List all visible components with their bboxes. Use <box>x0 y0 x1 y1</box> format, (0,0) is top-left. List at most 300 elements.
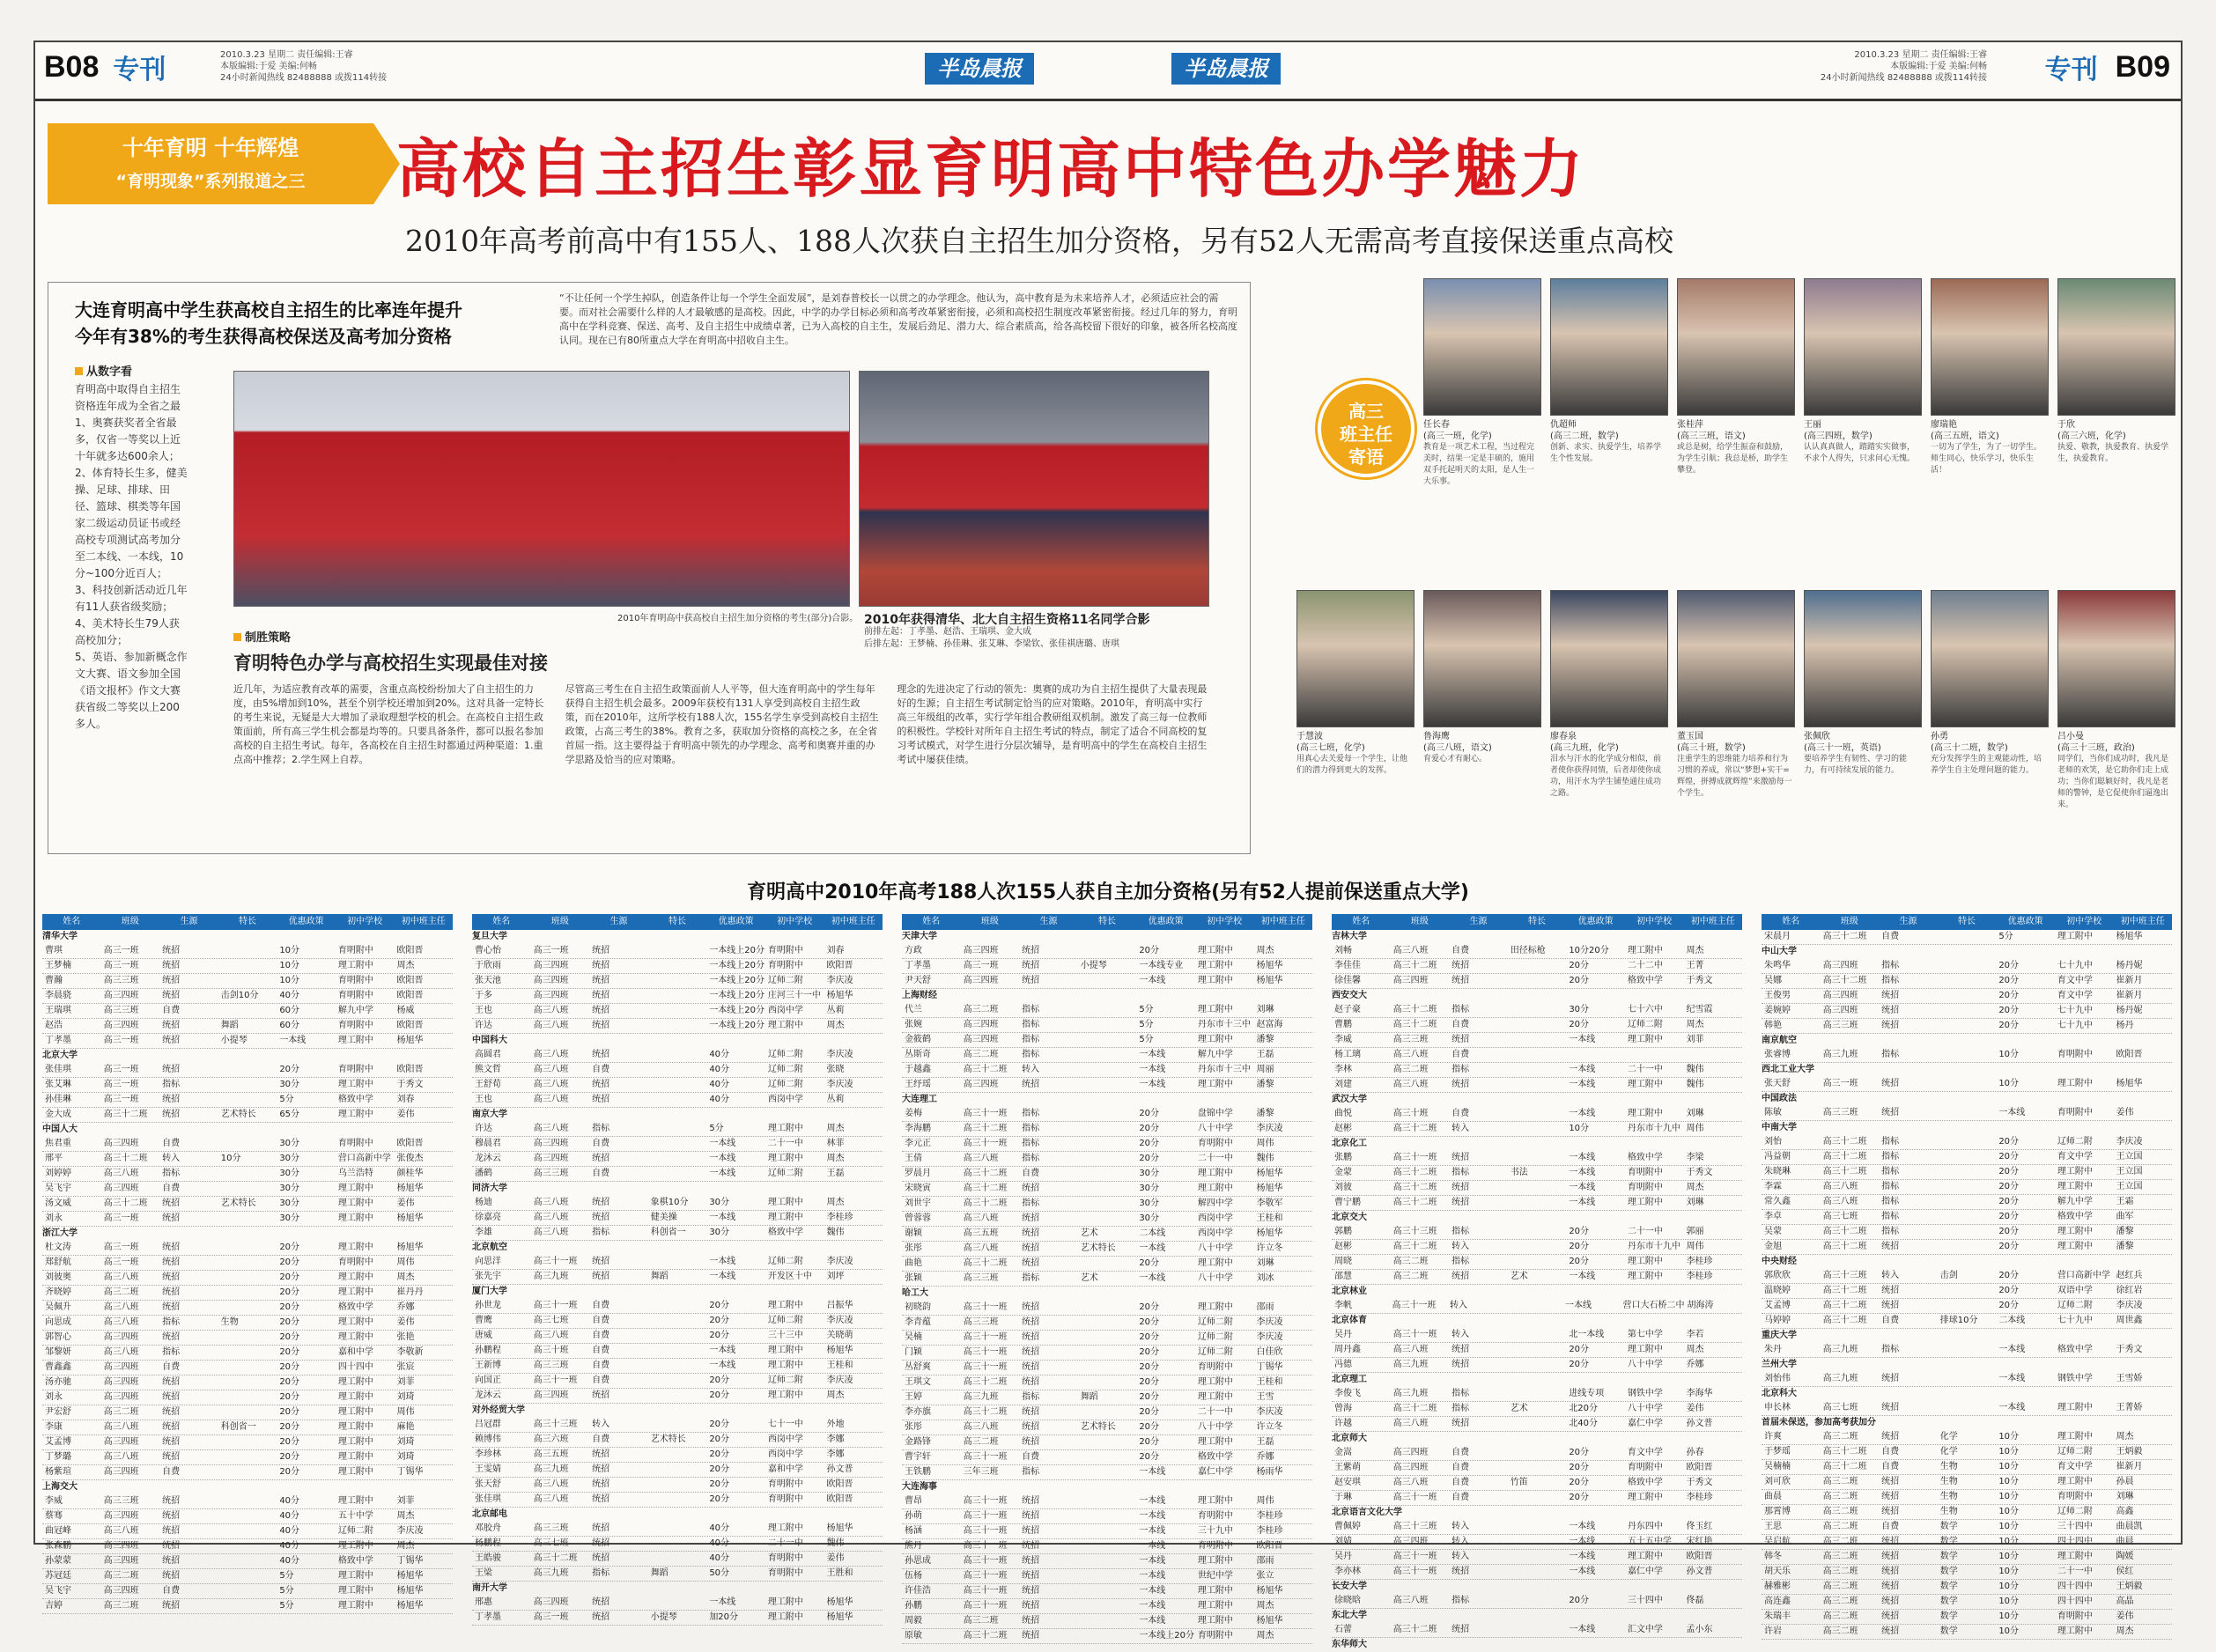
table-cell: 理工附中 <box>767 1154 803 1163</box>
table-cell: 高三一班 <box>103 1036 139 1045</box>
table-cell <box>1078 1361 1137 1375</box>
table-cell: 自费 <box>592 1434 610 1444</box>
table-cell <box>1078 1316 1137 1330</box>
table-cell: 高三八班 <box>533 1228 569 1237</box>
table-row <box>42 1197 453 1212</box>
edition-meta-left <box>220 49 387 84</box>
table-cell: 30分 <box>279 1184 300 1193</box>
teacher-quote: 用真心去关爱每一个学生，让他们的潜力得到更大的发挥。 <box>1296 755 1408 775</box>
table-cell: 20分 <box>279 1065 300 1074</box>
table-cell: 高三四班 <box>963 946 999 955</box>
table-cell: 育明附中 <box>337 976 373 985</box>
table-cell: 孙鹏 <box>905 1601 922 1611</box>
table-cell: 郭丽 <box>1686 1227 1704 1236</box>
table-cell <box>218 1137 277 1151</box>
table-cell: 北一本线 <box>1569 1330 1605 1339</box>
table-cell: 格致中学 <box>1627 1478 1663 1487</box>
table-row <box>902 1048 1312 1063</box>
table-cell: 张俊杰 <box>396 1154 424 1163</box>
table-cell: 统招 <box>162 1377 181 1387</box>
table-cell: 钢铁中学 <box>1627 1389 1663 1398</box>
table-row <box>1762 1299 2172 1314</box>
table-cell: 20分 <box>1998 1286 2020 1295</box>
table-row <box>1332 1535 1742 1550</box>
table-cell: 于越鑫 <box>905 1065 931 1074</box>
table-cell: 张森鹏 <box>45 1541 71 1551</box>
table-cell <box>648 1167 707 1181</box>
table-cell: 数学 <box>1939 1522 1958 1531</box>
table-cell: 舞蹈 <box>650 1568 668 1578</box>
table-cell: 20分 <box>1998 991 2020 1000</box>
table-cell: 一本线 <box>1569 1272 1596 1281</box>
table-cell: 20分 <box>709 1494 730 1504</box>
table-cell: 李敬新 <box>396 1347 424 1357</box>
table-cell: 高三八班 <box>1822 1182 1858 1191</box>
meta-line: 2010.3.23 星期二 责任编辑:王睿 <box>220 50 353 60</box>
table-cell: 一本线上20分 <box>709 961 765 970</box>
table-cell: 张彤 <box>905 1243 922 1253</box>
table-cell: 乔娜 <box>1686 1360 1704 1369</box>
table-cell: 统招 <box>1451 1272 1470 1281</box>
table-cell: 统招 <box>1881 1477 1900 1486</box>
table-row <box>902 1152 1312 1167</box>
table-cell: 格致中学 <box>767 1228 803 1237</box>
table-cell: 周伟 <box>1686 1124 1704 1133</box>
table-cell: 自费 <box>592 1065 610 1074</box>
table-row <box>1762 974 2172 989</box>
table-cell: 理工附中 <box>337 1332 373 1342</box>
table-cell: 20分 <box>279 1407 300 1417</box>
table-row <box>1332 1358 1742 1373</box>
table-cell: 统招 <box>162 1556 181 1566</box>
table-cell: 赵浩 <box>45 1021 63 1030</box>
table-cell: 一本线上20分 <box>709 1006 765 1015</box>
square-bullet-icon <box>75 367 83 375</box>
table-row <box>1762 1505 2172 1520</box>
table-cell: 指标 <box>1022 1005 1040 1014</box>
table-cell: 统招 <box>1881 1079 1900 1088</box>
masthead-logo-left: 半岛晨报 <box>925 53 1034 85</box>
table-cell: 三十三中 <box>767 1331 803 1340</box>
table-cell <box>1078 944 1137 958</box>
table-row <box>1332 1594 1742 1609</box>
table-cell: 小提琴 <box>650 1612 677 1622</box>
table-cell <box>648 1418 707 1432</box>
table-cell: 艺术 <box>1510 1404 1528 1413</box>
table-cell: 高三一班 <box>1822 1079 1858 1088</box>
table-cell: 自费 <box>162 1467 181 1477</box>
table-cell: 张婉 <box>905 1020 922 1029</box>
table-cell: 李庆凌 <box>826 1257 853 1266</box>
table-cell: 高圆君 <box>475 1050 501 1059</box>
table-cell: 杨迪 <box>475 1198 492 1207</box>
table-cell: 高三三班 <box>1822 1021 1858 1030</box>
table-row <box>42 1241 453 1256</box>
table-cell: 生物 <box>1939 1477 1958 1486</box>
teacher-name: 张佩欣 (高三十一班，英语) <box>1804 732 1881 753</box>
table-cell <box>1625 1048 1684 1062</box>
table-cell: 那霄博 <box>1764 1507 1791 1516</box>
table-cell: 舞蹈 <box>220 1021 239 1030</box>
table-cell: 统招 <box>592 1597 610 1607</box>
table-cell: 指标 <box>1881 1137 1900 1147</box>
table-header-cell: 班级 <box>550 917 569 926</box>
table-cell: 统招 <box>1022 946 1040 955</box>
teacher-card <box>1677 590 1795 800</box>
table-cell: 王炳毅 <box>2116 1582 2143 1591</box>
table-cell <box>1078 1509 1137 1523</box>
table-row <box>1762 1135 2172 1150</box>
table-header-cell: 班级 <box>1410 917 1429 926</box>
table-cell <box>218 1167 277 1181</box>
table-row <box>902 1063 1312 1078</box>
table-cell: 高三十二班 <box>103 1198 148 1208</box>
table-cell <box>1078 1554 1137 1568</box>
table-cell: 许爽 <box>1764 1432 1782 1442</box>
table-cell <box>1938 1372 1997 1386</box>
table-cell: 赵彬 <box>1334 1124 1352 1133</box>
table-row <box>472 989 883 1004</box>
table-cell: 七十九中 <box>2057 1006 2093 1015</box>
table-row <box>472 1226 883 1241</box>
table-row <box>1762 1460 2172 1475</box>
table-row <box>1332 1240 1742 1255</box>
table-cell: 开发区十中 <box>767 1272 812 1281</box>
table-cell: 高三二班 <box>1822 1626 1858 1636</box>
table-cell: 统招 <box>162 1257 181 1267</box>
table-cell <box>648 1152 707 1166</box>
table-cell: 理工附中 <box>1627 1345 1663 1354</box>
table-cell: 20分 <box>709 1331 730 1340</box>
teacher-quote: 泪水与汗水的化学成分相似，前者使你获得同情，后者却使你成功，用汗水为学生铺垫通往成功之路。 <box>1550 755 1662 798</box>
table-cell: 转入 <box>1451 1537 1470 1546</box>
table-cell: 统招 <box>1022 1184 1040 1193</box>
table-cell: 高三二班 <box>103 1601 139 1611</box>
table-row <box>472 1122 883 1137</box>
table-row <box>1762 1106 2172 1121</box>
table-cell: 高三一班 <box>103 1243 139 1252</box>
table-cell: 统招 <box>1022 1347 1040 1357</box>
table-cell: 理工附中 <box>337 961 373 970</box>
table-cell: 向思成 <box>45 1317 71 1327</box>
table-cell: 曲军 <box>2116 1212 2134 1221</box>
table-cell: 高三四班 <box>103 1021 139 1030</box>
table-cell: 高三二班 <box>103 1287 139 1297</box>
table-cell: 20分 <box>279 1287 300 1297</box>
table-cell: 20分 <box>1998 961 2020 970</box>
table-cell: 高三十二班 <box>1392 1242 1437 1251</box>
table-row <box>1762 1550 2172 1565</box>
table-cell: 欧阳晋 <box>1686 1463 1713 1472</box>
table-header-cell: 特长 <box>668 917 687 926</box>
table-cell: 统招 <box>1022 1526 1040 1536</box>
table-cell <box>1938 1048 1997 1062</box>
table-cell: 赖博伟 <box>475 1434 501 1444</box>
table-cell: 高三三班 <box>533 1169 569 1178</box>
table-cell: 一本线 <box>709 1346 736 1355</box>
table-cell: 欧阳晋 <box>396 1139 424 1148</box>
table-cell: 四十四中 <box>337 1362 373 1372</box>
table-cell: 李桂珍 <box>1256 1526 1283 1536</box>
university-heading: 同济大学 <box>472 1184 507 1193</box>
table-cell: 高三八班 <box>1392 1050 1429 1059</box>
table-cell: 苏冠廷 <box>45 1571 71 1581</box>
table-cell <box>1938 974 1997 988</box>
table-row <box>902 1197 1312 1212</box>
table-cell: 丛莉 <box>826 1095 845 1104</box>
table-cell: 孙蒙蒙 <box>45 1556 71 1566</box>
table-cell: 王雯婧 <box>475 1464 501 1474</box>
table-cell <box>648 974 707 988</box>
table-cell: 一本线 <box>1569 1522 1596 1531</box>
teacher-photo <box>1677 278 1795 416</box>
table-cell: 高三十二班 <box>1392 961 1437 970</box>
table-cell: 高三八班 <box>533 1124 569 1133</box>
table-cell: 李霖 <box>1764 1182 1782 1191</box>
table-cell: 20分 <box>279 1452 300 1462</box>
table-cell: 高三八班 <box>103 1452 139 1462</box>
table-cell: 象棋10分 <box>650 1198 689 1207</box>
table-cell: 辽师二附 <box>767 1375 803 1385</box>
table-row <box>1332 1565 1742 1580</box>
table-cell: 20分 <box>1569 1463 1590 1472</box>
table-cell: 徐嘉亮 <box>475 1213 501 1222</box>
table-cell <box>218 944 277 958</box>
table-cell: 冯益朝 <box>1764 1152 1791 1162</box>
table-cell: 指标 <box>1881 1212 1900 1221</box>
table-cell: 王炳毅 <box>2116 1447 2143 1457</box>
table-cell: 理工附中 <box>337 1110 373 1119</box>
table-row <box>1762 1490 2172 1505</box>
teacher-quote: 注重学生的思维能力培养和行为习惯的养成，常以“梦想+实干=辉煌，拼搏成就辉煌”来激励每一个学生。 <box>1677 755 1792 798</box>
table-cell: 统招 <box>1022 1377 1040 1387</box>
table-cell: 高三十二班 <box>1822 932 1867 941</box>
table-cell: 5分 <box>1139 1020 1154 1029</box>
table-row <box>902 974 1312 989</box>
table-cell: 北40分 <box>1569 1419 1599 1428</box>
table-cell: 20分 <box>1139 1332 1160 1342</box>
table-cell: 杨旭华 <box>2116 932 2143 941</box>
table-cell: 理工附中 <box>2057 1403 2093 1412</box>
table-cell: 魏伟 <box>826 1538 845 1548</box>
table-cell: 纪雪霞 <box>1686 1005 1713 1014</box>
table-cell: 高三十二班 <box>1822 1462 1867 1471</box>
table-cell: 高三二班 <box>1822 1507 1858 1516</box>
table-cell: 指标 <box>1881 1050 1900 1059</box>
table-cell: 高三八班 <box>1392 1345 1429 1354</box>
table-cell: 孟小东 <box>1686 1625 1713 1634</box>
table-cell: 一本线 <box>1139 1080 1166 1089</box>
table-cell: 格致中学 <box>337 1302 373 1312</box>
table-cell: 金路锋 <box>905 1437 931 1447</box>
table-row <box>472 1093 883 1108</box>
table-cell: 育明附中 <box>767 1553 803 1563</box>
table-cell: 高三十一班 <box>1392 1301 1437 1310</box>
table-cell: 刘琳 <box>1256 1258 1274 1268</box>
teacher-card <box>1550 278 1668 488</box>
table-cell <box>1508 1461 1567 1475</box>
table-cell: 解九中学 <box>2057 1197 2093 1206</box>
table-row <box>1762 1004 2172 1019</box>
table-cell: 统招 <box>162 1422 181 1432</box>
table-cell <box>648 1314 707 1328</box>
table-cell: 统招 <box>1022 1332 1040 1342</box>
table-cell <box>648 1344 707 1358</box>
table-cell: 刘可欣 <box>1764 1477 1791 1486</box>
table-cell <box>1505 1299 1563 1313</box>
table-cell: 高三八班 <box>963 1154 999 1163</box>
table-cell: 生物 <box>1939 1492 1958 1501</box>
table-cell: 曹宁鹏 <box>1334 1198 1361 1207</box>
story-column-1: 近几年，为适应教育改革的需要，含重点高校纷纷加大了自主招生的力度，由5%增加到10%，甚至个别学校还增加到20%。这对具备一定特长的考生来说，无疑是大大增加了录取理想学校的机会。在高校自主招生政策面前，所有高三学生机会都是均等的。只要具备条件，都可以报名参加高校的自主招生考试。每年，各高校在自主招生时都通过两种渠道：1.重点高中推荐；2.学生网上自荐。 <box>233 683 544 765</box>
table-cell: 20分 <box>1998 1197 2020 1206</box>
table-cell: 王雪娇 <box>2116 1374 2143 1383</box>
university-heading: 中国政法 <box>1762 1094 1797 1103</box>
table-header-cell: 特长 <box>1098 917 1117 926</box>
table-cell: 指标 <box>162 1347 181 1357</box>
university-heading: 北京林业 <box>1332 1287 1367 1296</box>
table-cell: 胡海涛 <box>1687 1301 1714 1310</box>
table-cell: 高三十二班 <box>1822 1242 1867 1251</box>
table-cell: 于多 <box>475 991 492 1000</box>
table-cell: 统招 <box>162 976 181 985</box>
table-cell: 西岗中学 <box>767 1449 803 1459</box>
table-cell: 自费 <box>1881 1316 1900 1325</box>
table-row <box>1332 944 1742 959</box>
table-cell: 高三四班 <box>103 1511 139 1521</box>
table-cell <box>1508 1107 1567 1121</box>
masthead-logo-right: 半岛晨报 <box>1171 53 1281 85</box>
table-cell: 统招 <box>592 1006 610 1015</box>
table-cell: 韩冬 <box>1764 1552 1782 1561</box>
table-cell <box>218 1465 277 1479</box>
table-cell: 20分 <box>1139 1302 1160 1312</box>
table-cell: 刘琦 <box>396 1452 415 1462</box>
table-cell: 击剑10分 <box>220 991 259 1000</box>
table-cell: 自费 <box>1881 1447 1900 1457</box>
table-cell: 统招 <box>1881 1301 1900 1310</box>
teacher-photo <box>1931 590 2049 727</box>
table-cell: 高三四班 <box>103 1184 139 1193</box>
table-cell: 育明附中 <box>767 1479 803 1489</box>
story-intro: “不让任何一个学生掉队，创造条件让每一个学生全面发展”，是刘春普校长一以贯之的办学理念。他认为，高中教育是为未来培养人才，必须适应社会的需要。而对社会需要什么样的人才最敏感的是高校。因此，中学的办学目标必须和高考改革紧密衔接，必须和高校招生制度改革紧密衔接。经过几年的努力，育明高中在学科竞赛、保送、高考、及自主招生中成绩卓著，已为入高校的自主生，发展后劲足、潜力大、综合素质高，给各高校留下很好的印象，被各所名校高度认同。现在已有80所重点大学在育明高中招收自主生。 <box>559 292 1237 346</box>
table-cell: 辽师二附 <box>767 1080 803 1089</box>
teacher-photo <box>2057 278 2175 416</box>
table-cell: 理工附中 <box>1197 1302 1233 1312</box>
table-cell: 指标 <box>1022 1139 1040 1148</box>
table-cell: 徐红岩 <box>2116 1286 2143 1295</box>
table-cell: 统招 <box>1881 1582 1900 1591</box>
table-cell: 统招 <box>1881 1108 1900 1117</box>
table-cell: 许越 <box>1334 1419 1352 1428</box>
table-cell <box>1938 959 1997 973</box>
table-cell <box>648 1478 707 1492</box>
table-cell: 辽师二附 <box>767 1316 803 1325</box>
table-cell: 指标 <box>1022 1050 1040 1059</box>
table-row <box>472 1063 883 1078</box>
table-row <box>1332 1048 1742 1063</box>
table-cell <box>218 1390 277 1405</box>
table-cell: 30分 <box>279 1198 300 1208</box>
table-cell: 一本线 <box>279 1036 307 1045</box>
table-cell <box>1508 1122 1567 1136</box>
university-heading: 北京师大 <box>1332 1434 1367 1443</box>
table-cell: 穆晨君 <box>475 1139 501 1148</box>
table-cell: 指标 <box>1451 1389 1470 1398</box>
table-cell: 统招 <box>1022 1616 1040 1626</box>
table-row <box>472 1374 883 1389</box>
table-cell: 刘春 <box>826 946 845 955</box>
teacher-quote: 要培养学生有韧性、学习的能力，有可持续发展的能力。 <box>1804 755 1908 775</box>
section-label-right: 专刊 <box>2044 55 2098 85</box>
table-cell: 理工附中 <box>2057 1167 2093 1176</box>
table-cell: 周杰 <box>1256 1601 1274 1611</box>
table-cell: 5分 <box>1139 1005 1154 1014</box>
teacher-name: 董玉国 (高三十班，数学) <box>1677 732 1746 753</box>
table-cell: 统招 <box>1022 1437 1040 1447</box>
table-cell <box>1938 1106 1997 1120</box>
table-cell: 高三十一班 <box>533 1257 578 1266</box>
meta-line: 24小时新闻热线 82488888 或拨114转接 <box>220 73 388 83</box>
table-cell: 刘琦 <box>396 1437 415 1447</box>
table-cell: 高三十一班 <box>963 1332 1008 1342</box>
story-column-3: 理念的先进决定了行动的领先：奥赛的成功为自主招生提供了大量表现最好的生源；自主招生考试制定恰当的应对策略。2010年，育明高中实行高三年级组的改革，实行学年组合教研组双机制。激发了高三每一位教师的积极性。学校针对所年自主招生考试的特点，制定了适合不同高校的复习考试模式，对学生进行分层次辅导，是育明高中的学生在高校自主招生考试中屡获佳绩。 <box>897 683 1208 765</box>
table-cell: 宋红艳 <box>1686 1537 1713 1546</box>
table-cell: 曲悦 <box>1334 1109 1352 1118</box>
teacher-quote: 教育是一项艺术工程，当过程完美时，结果一定是丰硕的，施用双手托起明天的太阳，是人生一大乐事。 <box>1423 443 1535 486</box>
table-cell <box>1078 1435 1137 1449</box>
table-cell: 高三七班 <box>533 1316 569 1325</box>
table-cell: 汇文中学 <box>1627 1625 1663 1634</box>
table-cell: 杨工璃 <box>1334 1050 1361 1059</box>
table-cell: 高三十三班 <box>1822 1271 1867 1280</box>
table-cell: 张天舒 <box>1764 1079 1791 1088</box>
table-cell: 统招 <box>1881 1374 1900 1383</box>
table-body <box>1762 930 2172 1640</box>
table-cell: 统招 <box>1022 1511 1040 1521</box>
table-cell: 高三九班 <box>533 1464 569 1474</box>
table-header-cell: 生源 <box>1469 917 1488 926</box>
table-cell: 曹鹏 <box>1334 1020 1352 1029</box>
table-cell: 高三八班 <box>963 1422 999 1432</box>
table-cell: 周毅 <box>905 1616 922 1626</box>
table-row <box>902 1584 1312 1599</box>
table-cell: 高三十三班 <box>533 1420 578 1429</box>
table-row <box>42 1152 453 1167</box>
table-cell: 自费 <box>1881 932 1900 941</box>
table-cell: 一本线 <box>1139 1511 1166 1521</box>
teacher-name: 孙勇 (高三十二班，数学) <box>1931 732 2008 753</box>
table-cell: 欧阳晋 <box>826 961 853 970</box>
table-cell: 育明附中 <box>2057 1050 2093 1059</box>
table-cell: 刘婷婷 <box>45 1169 71 1178</box>
table-cell: 姜伟 <box>2116 1611 2134 1621</box>
table-cell: 高三十二班 <box>963 1407 1008 1417</box>
table-cell: 辽师二附 <box>2057 1447 2093 1457</box>
table-cell <box>1508 1063 1567 1077</box>
table-cell: 40分 <box>709 1523 730 1533</box>
table-cell: 高三四班 <box>1392 1537 1429 1546</box>
table-cell: 李庆凌 <box>826 976 853 985</box>
table-cell <box>648 1329 707 1343</box>
table-cell: 朱瑞丰 <box>1764 1611 1791 1621</box>
table-row <box>42 1509 453 1524</box>
table-cell: 20分 <box>1569 1242 1590 1251</box>
table-cell: 理工附中 <box>337 1467 373 1477</box>
table-cell: 高三八班 <box>533 1021 569 1030</box>
table-cell: 高三三班 <box>103 1496 139 1506</box>
table-cell: 杨旭华 <box>1256 1616 1283 1626</box>
